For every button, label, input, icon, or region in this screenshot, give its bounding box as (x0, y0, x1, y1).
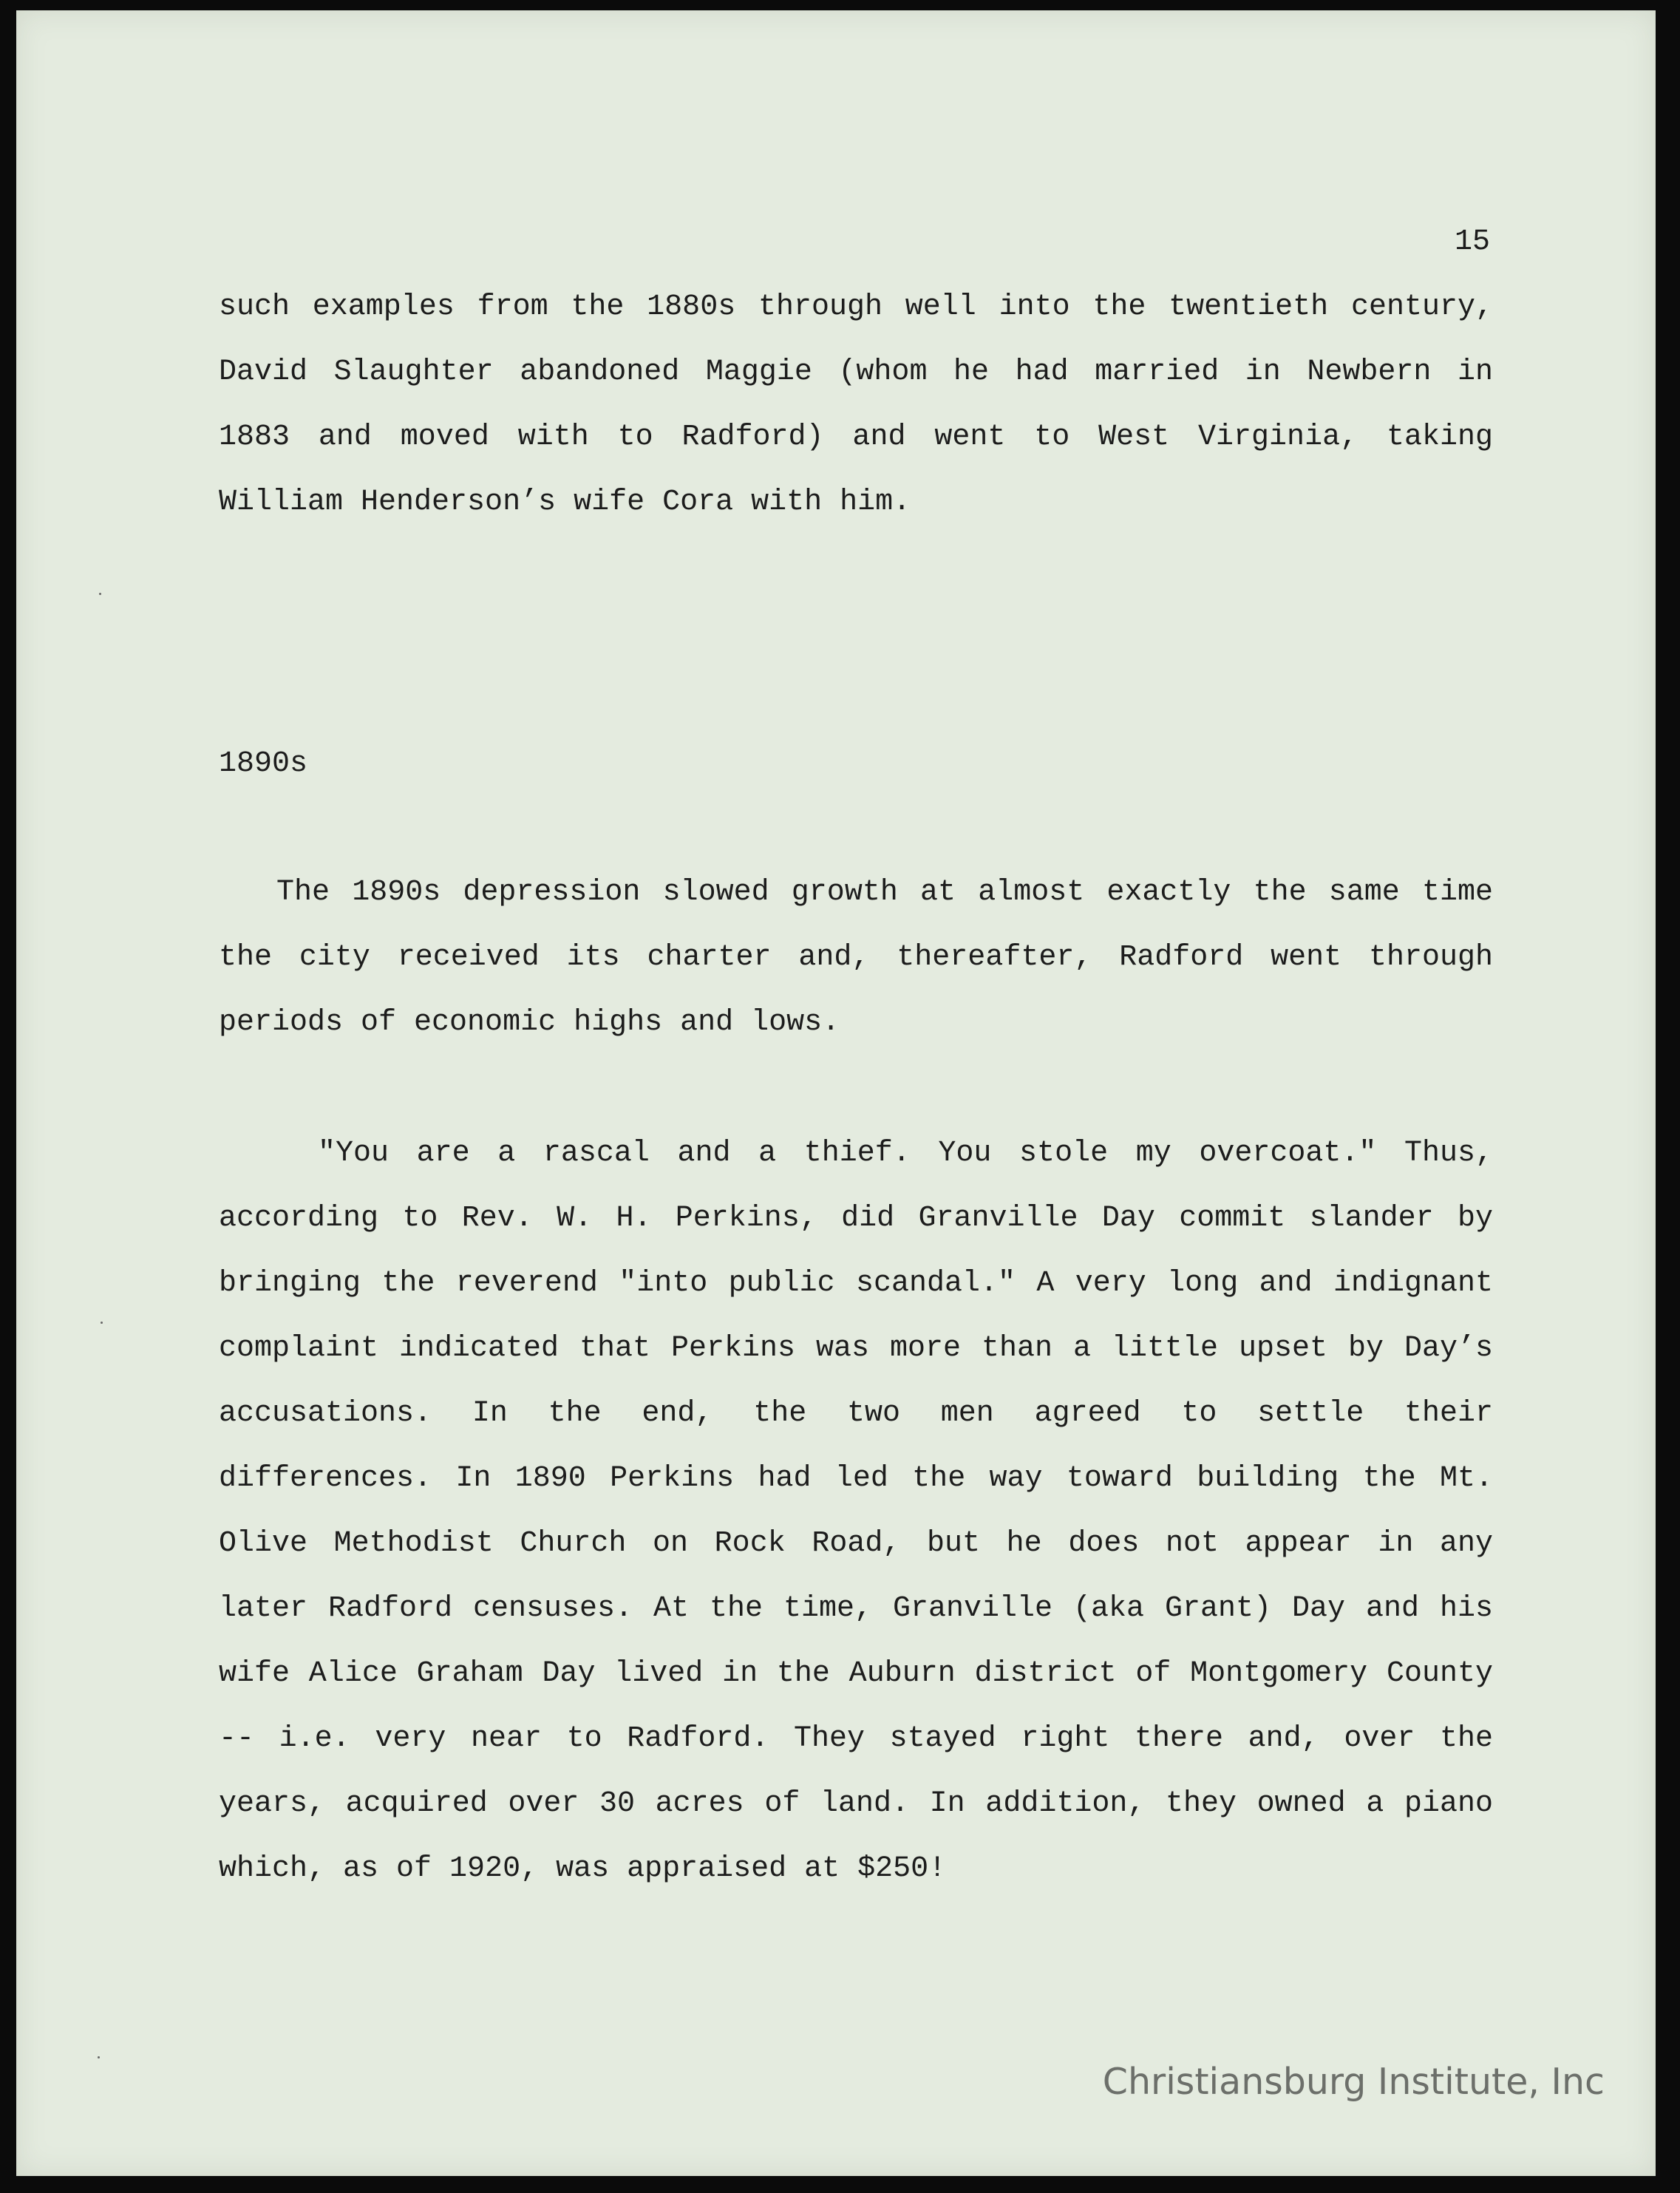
page-number: 15 (1455, 225, 1491, 259)
section-heading: 1890s (219, 747, 308, 781)
margin-mark (99, 593, 101, 595)
margin-mark (98, 2056, 100, 2058)
paragraph-perkins-day: "You are a rascal and a thief. You stole my overcoat." Thus, according to Rev. W. H. Perkins, did Granville Day commit slander by bringing the reverend "into public scandal." A very long and indignant complaint indicated that Perkins was more than a little upset by Day’s accusations. In the end, the two men agreed to settle their differences. In 1890 Perkins had led the way toward building the Mt. Olive Methodist Church on Rock Road, but he does not appear in any later Radford censuses. At the time, Granville (aka Grant) Day and his wife Alice Graham Day lived in the Auburn district of Montgomery County -- i.e. very near to Radford. They stayed right there and, over the years, acquired over 30 acres of land. In addition, they owned a piano which, as of 1920, was appraised at $250! (219, 1137, 1493, 1886)
paragraph-depression: The 1890s depression slowed growth at almost exactly the same time the city received its charter and, thereafter, Radford went through periods of economic highs and lows. (219, 876, 1493, 1039)
document-page (16, 10, 1656, 2176)
margin-mark (101, 1322, 103, 1324)
paragraph-continuation: such examples from the 1880s through well into the twentieth century, David Slaughter abandoned Maggie (whom he had married in Newbern in 1883 and moved with to Radford) and went to West Virginia, taking William Henderson’s wife Cora with him. (219, 290, 1493, 519)
watermark-text: Christiansburg Institute, Inc (1102, 2061, 1605, 2103)
